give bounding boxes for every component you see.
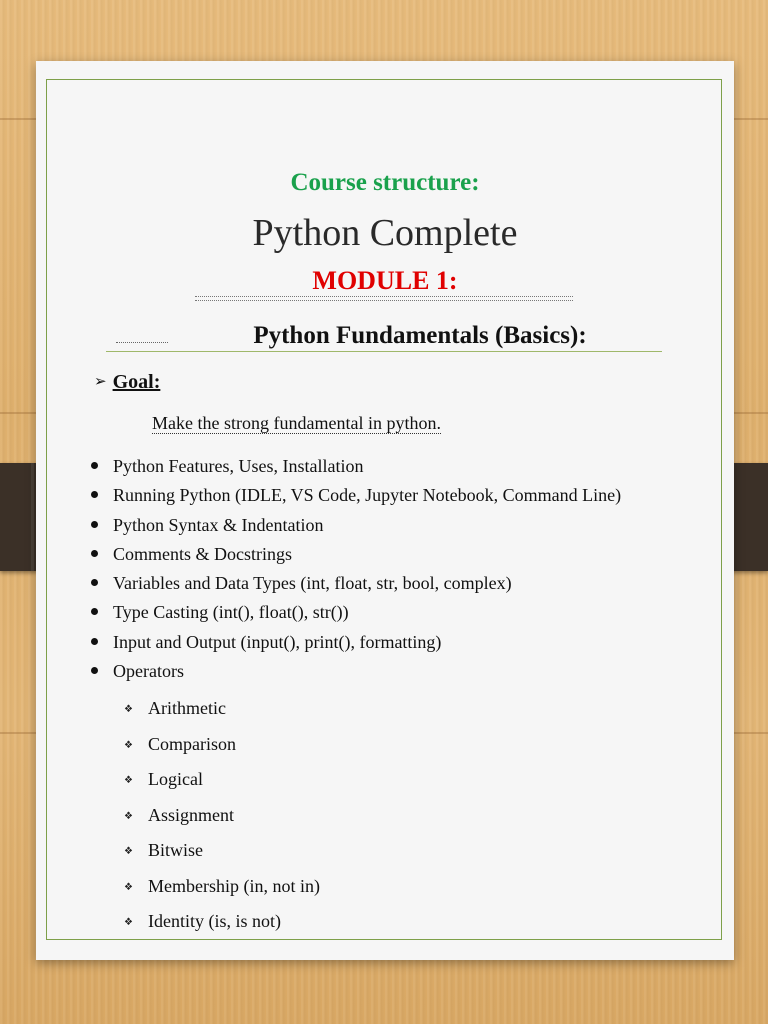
- course-structure-label: Course structure:: [290, 169, 480, 196]
- topic-text: Type Casting (int(), float(), str()): [113, 602, 349, 623]
- leather-strap-left: [0, 463, 40, 571]
- bullet-dot-icon: [91, 608, 98, 615]
- list-item: [124, 906, 320, 942]
- list-item: [91, 511, 621, 540]
- list-item: [91, 657, 621, 686]
- list-item: [91, 569, 621, 598]
- section-divider: [106, 351, 662, 352]
- topic-text: Comments & Docstrings: [113, 543, 292, 564]
- diamond-bullet-icon: ❖: [124, 739, 133, 751]
- operator-text: Arithmetic: [148, 698, 226, 718]
- module-heading: MODULE 1:: [312, 266, 458, 295]
- bullet-dot-icon: [91, 579, 98, 586]
- bullet-dot-icon: [91, 491, 98, 498]
- bullet-dot-icon: [91, 667, 98, 674]
- topic-text: Running Python (IDLE, VS Code, Jupyter Notebook, Command Line): [113, 485, 622, 506]
- diamond-bullet-icon: ❖: [124, 846, 133, 857]
- topic-text: Input and Output (input(), print(), formatting): [113, 631, 442, 652]
- diamond-bullet-icon: ❖: [124, 810, 133, 822]
- page-title: Python Complete: [252, 212, 518, 254]
- diamond-bullet-icon: ❖: [124, 917, 133, 928]
- list-item: [124, 729, 320, 765]
- list-item: [124, 693, 320, 729]
- diamond-bullet-icon: ❖: [124, 881, 133, 893]
- operator-text: Bitwise: [148, 840, 204, 860]
- diamond-bullet-icon: ❖: [124, 704, 133, 715]
- list-item: [91, 481, 621, 510]
- topic-text: Python Features, Uses, Installation: [113, 456, 364, 476]
- bullet-dot-icon: [91, 521, 98, 528]
- operator-text: Identity (is, is not): [148, 911, 281, 931]
- operator-list: [124, 693, 320, 942]
- topic-text: Python Syntax & Indentation: [113, 514, 324, 535]
- goal-text: Make the strong fundamental in python.: [152, 413, 441, 433]
- module-divider: [195, 296, 573, 301]
- list-item: [124, 800, 320, 836]
- operator-text: Assignment: [148, 804, 235, 825]
- list-item: [91, 452, 621, 481]
- section-heading: Python Fundamentals (Basics):: [253, 322, 587, 349]
- list-item: [124, 764, 320, 800]
- list-item: [124, 835, 320, 871]
- document-page: [36, 61, 734, 960]
- bullet-dot-icon: [91, 462, 98, 469]
- operator-text: Comparison: [148, 733, 236, 754]
- topic-list: [91, 452, 621, 686]
- list-item: [91, 540, 621, 569]
- operator-text: Membership (in, not in): [148, 875, 320, 896]
- list-item: [124, 871, 320, 907]
- goal-label: Goal:: [112, 371, 161, 393]
- list-item: [91, 628, 621, 657]
- arrowhead-bullet-icon: ➢: [94, 374, 107, 390]
- operator-text: Logical: [148, 769, 203, 789]
- bullet-dot-icon: [91, 638, 98, 645]
- goal-heading: [94, 371, 160, 394]
- list-item: [91, 598, 621, 627]
- bullet-dot-icon: [91, 550, 98, 557]
- topic-text: Operators: [113, 661, 184, 682]
- topic-text: Variables and Data Types (int, float, str, bool, complex): [113, 573, 512, 594]
- diamond-bullet-icon: ❖: [124, 775, 133, 786]
